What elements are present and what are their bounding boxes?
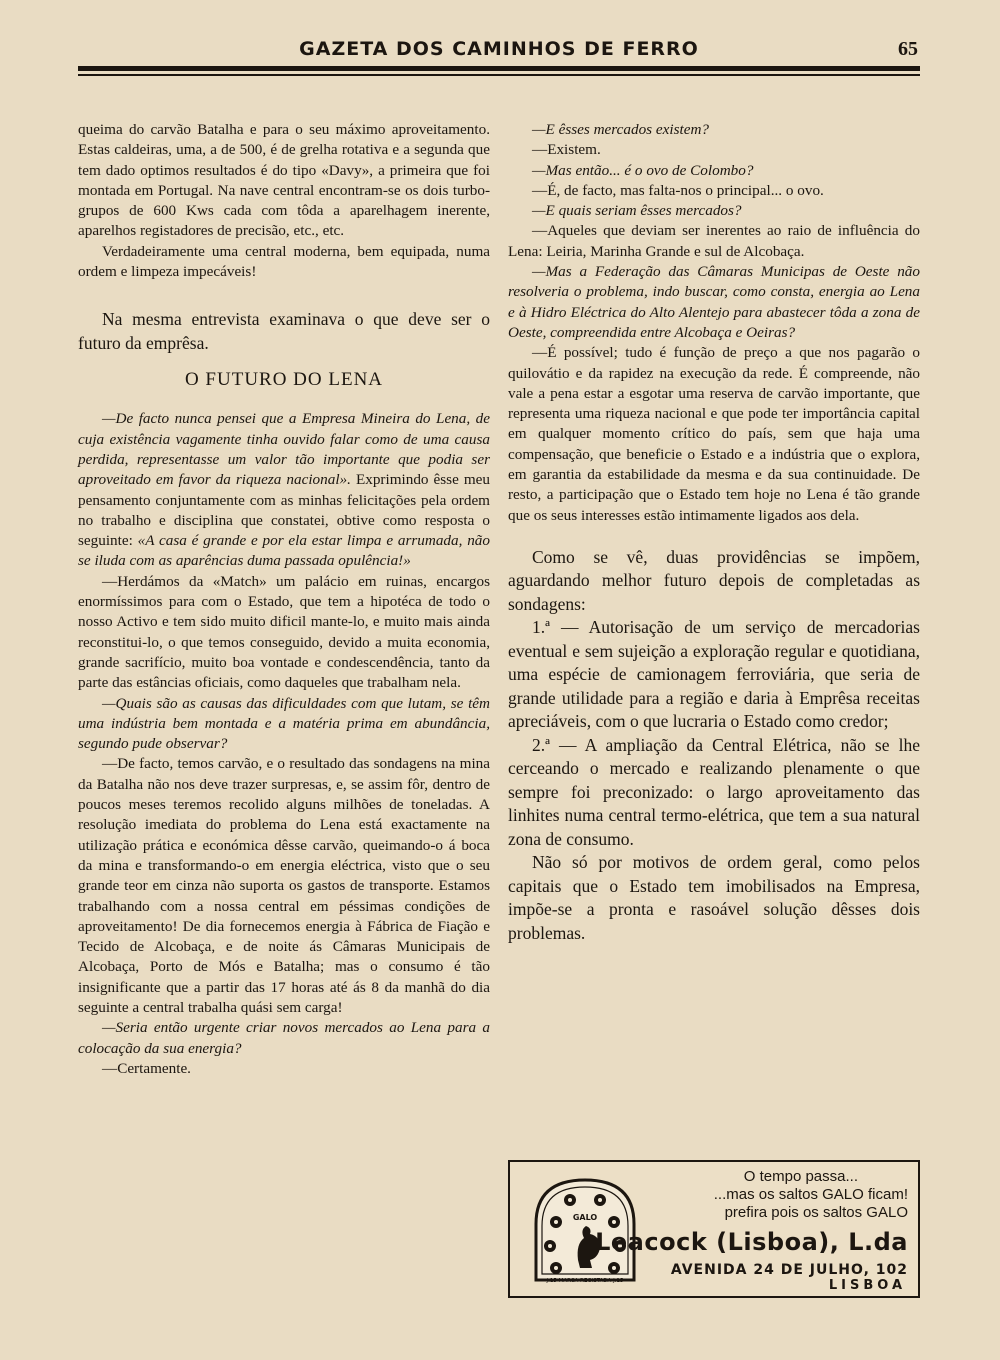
header-rule-thick <box>78 66 920 71</box>
conclusion-paragraph: 2.ª — A ampliação da Central Elétrica, não se lhe cerceando o mercado e realizando plenamente o que sempre foi preconizado: o largo aproveitamento das linhites numa central termo-elétrica, que tem a sua natural zona de consumo. <box>508 734 920 849</box>
advertisement <box>508 1160 920 1298</box>
page-number: 65 <box>898 38 918 60</box>
page-header <box>78 38 920 78</box>
paragraph: —Certamente. <box>102 1059 191 1077</box>
question-paragraph: —Quais são as causas das dificuldades com que lutam, se têm uma indústria bem montada e a matéria prima em abundância, segundo pude observar? <box>78 694 490 753</box>
answer-paragraph: —Existem. <box>532 141 601 159</box>
paragraph <box>78 409 490 571</box>
paragraph-text: Exprimindo êsse meu pensamento conjuntamente com as minhas felicitações pela ordem no trabalho e disciplina que constatei, obtive como resposta o seguinte: <box>78 471 490 550</box>
question-paragraph: —Mas a Federação das Câmaras Municipas de Oeste não resolveria o problema, indo buscar, como consta, energia ao Lena e à Hidro Eléctrica do Alto Alentejo para abastecer tôda a zona de Oeste, compreendida entre Alcobaça e Oeiras? <box>508 263 920 341</box>
conclusion-paragraph: Não só por motivos de ordem geral, como pelos capitais que o Estado tem imobilisados na Empresa, impõe-se a pronta e rasoável solução dêsses dois problemas. <box>508 852 920 943</box>
ad-slogan-line-2: ...mas os saltos GALO ficam! <box>713 1186 908 1203</box>
right-column <box>508 120 920 945</box>
question-paragraph: —Mas então... é o ovo de Colombo? <box>532 161 754 179</box>
quote-italic: —De facto nunca pensei que a Empresa Mineira do Lena, de cuja existência vagamente tinha ouvido falar como de uma causa perdida, representasse um valor tão importante que podia ser aproveitado em favor da riqueza nacional». <box>78 410 490 489</box>
question-paragraph: —E êsses mercados existem? <box>532 121 710 138</box>
answer-paragraph: —É, de facto, mas falta-nos o principal... o ovo. <box>532 181 824 199</box>
left-column <box>78 120 490 1079</box>
publication-title: GAZETA DOS CAMINHOS DE FERRO <box>299 38 699 60</box>
ad-slogan-line-3: prefira pois os saltos GALO <box>724 1204 908 1221</box>
section-title: O FUTURO DO LENA <box>184 369 384 391</box>
paragraph: —Herdámos da «Match» um palácio em ruinas, encargos enormíssimos para com o Estado, que tem a hipotéca de todo o nosso Activo e tem sido muito dificil mante-lo, e muito mais ainda reconstitui-lo, o que temos conseguido, devido a muita economia, grande sacrifício, muito boa vontade e condescendência, tanto da parte das estâncias oficiais, como daqueles que trabalham nela. <box>78 572 490 692</box>
quote-italic: «A casa é grande e por ela estar limpa e arrumada, não se iluda com as aparências duma passada opulência!» <box>78 532 490 570</box>
ad-slogan-line-1: O tempo passa... <box>743 1168 858 1185</box>
logo-brand-text: GALO <box>572 1213 598 1222</box>
paragraph: Verdadeiramente uma central moderna, bem equipada, numa ordem e limpeza impecáveis! <box>78 242 490 281</box>
paragraph: —De facto, temos carvão, e o resultado das sondagens na mina da Batalha não nos deve trazer surpresas, e, se assim fôr, dentro de poucos meses teremos recolido alguns milhões de toneladas. A resolução imediata do problema do Lena está exactamente na utilização prática e económica dêsse carvão, queimando-o á boca da mina e transformando-o em energia eléctrica, visto que o seu grande teor em cinza não suporta os gastos de transporte. Estamos trabalhando com a nossa central em péssimas condições de aproveitamento! De dia fornecemos energia à Fábrica de Fiação e Tecido de Alcobaça, e de noite ás Câmaras Municipais de Alcobaça, Porto de Mós e Batalha; mas o consumo é tão insignificante que a partir das 17 horas até ás 8 da manhã do dia seguinte a central trabalha quási sem carga! <box>78 755 490 1016</box>
conclusion-paragraph: 1.ª — Autorisação de um serviço de mercadorias eventual e sem sujeição a exploração regular e quotidiana, uma espécie de camionagem ferroviária, que seria de grande utilidade para a região e daria à Emprêsa receitas apreciáveis, com o que lucraria o Estado como credor; <box>508 617 920 732</box>
question-paragraph: —Seria então urgente criar novos mercados ao Lena para a colocação da sua energia? <box>78 1019 490 1057</box>
ad-address: AVENIDA 24 DE JULHO, 102 <box>670 1262 908 1278</box>
header-rule-thin <box>78 74 920 76</box>
logo-registered-text: J.15 MARCA REGISTADA J.15 <box>546 1278 624 1284</box>
answer-paragraph: —Aqueles que deviam ser inerentes ao raio de influência do Lena: Leiria, Marinha Grande e sul de Alcobaça. <box>508 222 920 260</box>
answer-paragraph: —É possível; tudo é função de preço a que nos pagarão o quilovátio e da rapidez na execução da rede. É compreende, não vale a pena estar a esgotar uma reserva de carvão importante, que representa uma riqueza nacional e que pode ter importância capital em qualquer momento crítico do país, sem que haja uma compensação, que beneficie o Estado e a indústria que o explora, em garantia da estabilidade da mesma e da sua continuidade. De resto, a participação que o Estado tem hoje no Lena é tão grande que os seus interesses estão intimamente ligados aos dela. <box>508 344 920 524</box>
conclusion-paragraph: Como se vê, duas providências se impõem, aguardando melhor futuro depois de completadas as sondagens: <box>508 546 920 614</box>
ad-company-name: Leacock (Lisboa), L.da <box>595 1228 908 1256</box>
ad-city: LISBOA <box>828 1278 906 1293</box>
paragraph: queima do carvão Batalha e para o seu máximo aproveitamento. Estas caldeiras, uma, a de 500, é de grelha rotativa e a segunda que tem dado optimos resultados é do tipo «Davy», a primeira que foi montada em Portugal. Na nave central encontram-se os dois turbo-grupos de 600 Kws cada com tôda a aparelhagem inerente, aparelhos registadores de precisão, etc., etc. <box>78 121 490 240</box>
question-paragraph: —E quais seriam êsses mercados? <box>532 202 742 220</box>
intro-paragraph: Na mesma entrevista examinava o que deve ser o futuro da emprêsa. <box>78 309 490 353</box>
